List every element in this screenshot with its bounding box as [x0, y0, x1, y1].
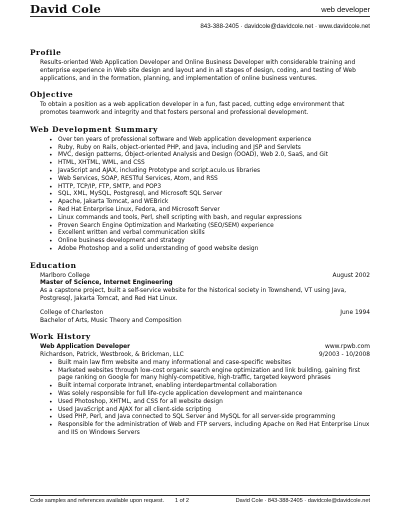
list-item: • Responsible for the administration of Web and FTP servers, including Apache on Red Hat Enterprise Linux and IIS on Windows Servers — [58, 422, 370, 438]
list-item: • SQL, XML, MySQL, Postgresql, and Microsoft SQL Server — [58, 191, 370, 199]
list-item: • Used Photoshop, XHTML, and CSS for all website design — [58, 399, 370, 407]
list-item: • Was solely responsible for full life-cycle application development and maintenance — [58, 391, 370, 399]
profile-section — [30, 48, 370, 83]
objective-text: To obtain a position as a web application developer in a fun, fast paced, cutting edge environment that promotes teamwork and integrity and that fosters personal and professional development. — [40, 102, 345, 117]
contact-line: 843-388-2405 · davidcole@davidcole.net · www.davidcole.net — [200, 23, 370, 30]
list-item: • HTTP, TCP/IP, FTP, SMTP, and POP3 — [58, 184, 370, 192]
education-section — [30, 261, 370, 326]
list-item: • Used PHP, Perl, and Java connected to SQL Server and MySQL for all server-side programming — [58, 414, 370, 422]
graduation-date: June 1994 — [340, 309, 370, 316]
list-item: • Apache, Jakarta Tomcat, and WEBrick — [58, 199, 370, 207]
list-item: • Ruby, Ruby on Rails, object-oriented PHP, and Java, including and JSP and Servlets — [58, 145, 370, 153]
company-url: www.rpwb.com — [325, 344, 370, 351]
work-section — [30, 332, 370, 437]
objective-section — [30, 90, 370, 118]
company-name: Richardson, Patrick, Westbrook, & Brickman, LLC — [40, 352, 184, 359]
footer-contact: David Cole · 843-388-2405 · davidcole@davidcole.net — [235, 498, 370, 504]
job-header — [30, 344, 370, 352]
list-item: • JavaScript and AJAX, including Prototype and script.aculo.us libraries — [58, 168, 370, 176]
job-position: Web Application Developer — [40, 344, 131, 351]
list-item: • Over ten years of professional software and Web application development experience — [58, 137, 370, 145]
job-company-row — [30, 352, 370, 360]
education-entry — [30, 273, 370, 281]
header-divider — [30, 16, 370, 17]
summary-list — [30, 137, 370, 254]
list-item: • MVC, design patterns, Object-oriented Analysis and Design (OOAD), Web 2.0, SaaS, and Git — [58, 152, 370, 160]
page-footer — [30, 495, 370, 508]
list-item: • Web Services, SOAP, RESTful Services, Atom, and RSS — [58, 176, 370, 184]
degree-detail: As a capstone project, built a self-service website for the historical society in Townshend, VT using Java, Postgresql, Jakarta Tomcat, and Red Hat Linux. — [40, 288, 347, 302]
education-entry — [30, 310, 370, 318]
footer-note: Code samples and references available upon request. — [30, 498, 165, 504]
list-item: • Used JavaScript and AJAX for all client-side scripting — [58, 407, 370, 415]
section-title-profile: Profile — [30, 48, 62, 57]
list-item: • Online business development and strategy — [58, 238, 370, 246]
list-item: • Red Hat Enterprise Linux, Fedora, and Microsoft Server — [58, 207, 370, 215]
summary-section — [30, 125, 370, 254]
degree-title: Bachelor of Arts, Music Theory and Composition — [40, 317, 182, 324]
list-item: • Built main law firm website and many informational and case-specific websites — [58, 360, 370, 368]
graduation-date: August 2002 — [332, 272, 370, 279]
school-name: Marlboro College — [40, 272, 90, 279]
section-title-work: Work History — [30, 332, 91, 342]
resume-header — [30, 0, 370, 48]
list-item: • Marketed websites through low-cost organic search engine optimization and link building, gaining first page ranking on Google for many highly-competitive, high-traffic, targeted keyword phrases — [58, 368, 370, 384]
school-name: College of Charleston — [40, 309, 104, 316]
job-duties-list — [30, 360, 370, 438]
candidate-role: web developer — [321, 5, 370, 14]
job-dates: 9/2003 - 10/2008 — [318, 352, 370, 359]
profile-text: Results-oriented Web Application Developer and Online Business Developer with considerable training and enterprise experience in Web site design and layout and in all stages of design, coding, and testing of Web applications, and in the formation, planning, and implementation of online business ventures. — [40, 60, 356, 82]
section-title-education: Education — [30, 260, 77, 270]
list-item: • Adobe Photoshop and a solid understanding of good website design — [58, 246, 370, 254]
section-title-summary: Web Development Summary — [30, 124, 158, 134]
list-item: • Linux commands and tools, Perl, shell scripting with bash, and regular expressions — [58, 215, 370, 223]
list-item: • Built internal corporate Intranet, enabling interdepartmental collaboration — [58, 383, 370, 391]
list-item: • Proven Search Engine Optimization and Marketing (SEO/SEM) experience — [58, 223, 370, 231]
section-title-objective: Objective — [30, 90, 74, 100]
page-number: 1 of 2 — [175, 498, 189, 504]
list-item: • Excellent written and verbal communication skills — [58, 230, 370, 238]
list-item: • HTML, XHTML, WML, and CSS — [58, 160, 370, 168]
candidate-name: David Cole — [30, 2, 102, 16]
degree-title: Master of Science, Internet Engineering — [40, 280, 173, 287]
